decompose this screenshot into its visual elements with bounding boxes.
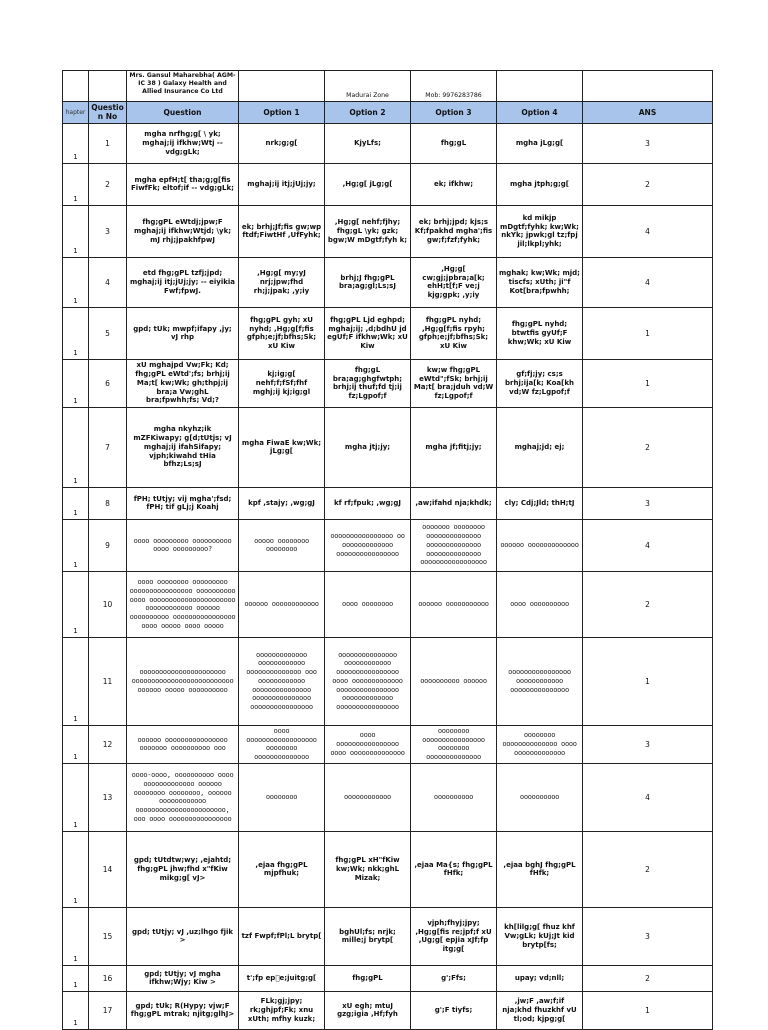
answer: 4: [583, 763, 713, 831]
option-2: KjyLfs;: [325, 123, 411, 163]
blank-cell: [89, 71, 127, 102]
option-4: ,ejaa bghJ fhg;gPL fHfk;: [497, 831, 583, 907]
option-4: oooooooooo: [497, 763, 583, 831]
option-1: kj;ig;g[ nehf;f;fSf;fhf mghj;ij kj;ig;gl: [239, 359, 325, 407]
option-3: g';Ffs;: [411, 965, 497, 991]
option-3: oooooooooo: [411, 763, 497, 831]
option-1: ek; brhj;Jf;fis gw;wp ftdf;FiwtHf ,UfFyhk;: [239, 205, 325, 257]
question-number: 15: [89, 907, 127, 965]
question-number: 1: [89, 123, 127, 163]
option-3: kw;w fhg;gPL eWtd";fSk; brhj;ij Ma;t[ bra;jduh vd;W fz;Lgpof;f: [411, 359, 497, 407]
option-4: oooo oooooooooo: [497, 571, 583, 637]
option-1: nrk;g;g[: [239, 123, 325, 163]
question-text: etd fhg;gPL tzfj;jpd; mghaj;ij itj;jUj;jy; -- eiyikia Fwf;fpwJ.: [127, 257, 239, 307]
question-text: gpd; tUk; R(Hypy; vjw;F fhg;gPL mtrak; njitg;glhJ>: [127, 991, 239, 1029]
question-header: Question: [127, 102, 239, 124]
option-1: mgha FiwaE kw;Wk; jLg;g[: [239, 407, 325, 487]
company-name: Mrs. Gansul Maharebha( AGM-IC 38 ) Galaxy Health and Allied Insurance Co Ltd: [127, 71, 239, 102]
option-2: fhg;gL bra;ag;ghgfwtph; brhj;ij thuf;fd tj;ij fz;Lgpof;f: [325, 359, 411, 407]
option-2: brhj;J fhg;gPL bra;ag;gl;Ls;sJ: [325, 257, 411, 307]
answer-header: ANS: [583, 102, 713, 124]
table-row: [63, 205, 713, 257]
answer: 4: [583, 519, 713, 571]
question-text: oooooooooooooooooooooo oooooooooooooooooooooooooo oooooo ooooo oooooooooo: [127, 637, 239, 725]
question-number: 3: [89, 205, 127, 257]
option-4: fhg;gPL nyhd; btwtfis gyUf;F khw;Wk; xU Kiw: [497, 307, 583, 359]
option-3: ,aw;ifahd nja;khdk;: [411, 487, 497, 519]
table-row: [63, 487, 713, 519]
answer: 2: [583, 831, 713, 907]
question-text: mgha nrfhg;g[ \ yk; mghaj;ij ifkhw;Wtj -- vdg;gLk;: [127, 123, 239, 163]
question-text: xU mghajpd Vw;Fk; Kd; fhg;gPL eWtd';fs; brhj;ij Ma;t[ kw;Wk; gh;thpj;ij bra;a Vw;ghL bra;fpwhh;fs; Vd;?: [127, 359, 239, 407]
option-2: xU egh; mtuJ gzg;igia ,Hf;fyh: [325, 991, 411, 1029]
blank-cell: [497, 71, 583, 102]
answer: 1: [583, 637, 713, 725]
option-3: oooooooooo oooooo: [411, 637, 497, 725]
option-2-header: Option 2: [325, 102, 411, 124]
option-3: g';F tiyfs;: [411, 991, 497, 1029]
table-row: [63, 519, 713, 571]
option-4: mgha jtph;g;g[: [497, 163, 583, 205]
chapter-cell: 1: [63, 907, 89, 965]
option-1: FLk;gj;jpy; rk;ghjpf;Fk; xnu xUth; mfhy kuzk;: [239, 991, 325, 1029]
answer: 4: [583, 205, 713, 257]
option-2: fhg;gPL Ljd eghpd; mghaj;ij; ,d;bdhU jd egUf;F ifkhw;Wk; xU Kiw: [325, 307, 411, 359]
table-row: [63, 725, 713, 763]
table-row: [63, 123, 713, 163]
chapter-header: hapter: [63, 102, 89, 124]
question-text: gpd; tUk; mwpf;ifapy ,jy; vJ rhp: [127, 307, 239, 359]
question-number: 4: [89, 257, 127, 307]
question-number: 14: [89, 831, 127, 907]
option-3: oooooo ooooooooooo: [411, 571, 497, 637]
option-2: bghUl;fs; nrjk; mille;j brytp[: [325, 907, 411, 965]
option-4: ,jw;F ,aw;f;if nja;khd fhuzkhf vU tl;od; kjpg;g[: [497, 991, 583, 1029]
option-1: ,Hg;g[ my;yJ nrj;jpw;fhd rh;j;jpak; ,y;iy: [239, 257, 325, 307]
option-2: oooooooooooooooo oo ooooooooooooo oooooooooooooooo: [325, 519, 411, 571]
blank-cell: [63, 71, 89, 102]
question-number: 16: [89, 965, 127, 991]
option-4: oooooooo oooooooooooooo oooo ooooooooooooo: [497, 725, 583, 763]
question-number-header: Question No: [89, 102, 127, 124]
chapter-cell: 1: [63, 163, 89, 205]
option-4: gf;fj;jy; cs;s brhj;ija[k; Koa[kh vd;W fz;Lgpof;f: [497, 359, 583, 407]
answer: 2: [583, 965, 713, 991]
option-1-header: Option 1: [239, 102, 325, 124]
table-row: [63, 163, 713, 205]
option-2: ooooooooooooooo oooooooooooo oooooooooooooooo oooo ooooooooooooo oooooooooooooooo ooooooooooooo oooooooooooooooo: [325, 637, 411, 725]
answer: 2: [583, 163, 713, 205]
answer: 4: [583, 257, 713, 307]
mobile-number: Mob: 9976283786: [411, 71, 497, 102]
chapter-cell: 1: [63, 831, 89, 907]
blank-cell: [239, 71, 325, 102]
chapter-cell: 1: [63, 965, 89, 991]
question-number: 17: [89, 991, 127, 1029]
table-row: [63, 407, 713, 487]
option-3-header: Option 3: [411, 102, 497, 124]
question-text: mgha epfH;t[ tha;g;g[fis FiwfFk; eltof;if -- vdg;gLk;: [127, 163, 239, 205]
table-row: [63, 307, 713, 359]
answer: 1: [583, 991, 713, 1029]
option-1: oooo oooooooooooooooooo oooooooo oooooooooooooo: [239, 725, 325, 763]
option-4: kd mikjp mDgtf;fyhk; kw;Wk; nkYk; jpwk;gl tz;fpj jil;lkpl;yhk;: [497, 205, 583, 257]
option-1: ooooo oooooooo oooooooo: [239, 519, 325, 571]
question-text: oooo-oooo, oooooooooo oooo ooooooooooooo oooooo oooooooo oooooooo, oooooo oooooooooooo ooooooooooooooooooooooo, ooo oooo oooooooooooooooo: [127, 763, 239, 831]
option-4: oooooooooooooooo oooooooooooo ooooooooooooooo: [497, 637, 583, 725]
chapter-cell: 1: [63, 571, 89, 637]
question-number: 12: [89, 725, 127, 763]
table-row: [63, 571, 713, 637]
answer: 3: [583, 123, 713, 163]
option-3: fhg;gPL nyhd; ,Hg;g[f;fis rpyh; gfph;e;jf;bfhs;Sk; xU Kiw: [411, 307, 497, 359]
chapter-cell: 1: [63, 407, 89, 487]
table-row: [63, 763, 713, 831]
question-number: 2: [89, 163, 127, 205]
question-text: gpd; tUtdtw;wy; ,ejahtd; fhg;gPL jhw;fhd x"fKiw mikg;g[ vJ>: [127, 831, 239, 907]
question-number: 10: [89, 571, 127, 637]
column-header-row: [63, 102, 713, 124]
answer: 1: [583, 307, 713, 359]
chapter-cell: 1: [63, 637, 89, 725]
option-1: ooooooooooooo oooooooooooo oooooooooooooo ooo oooooooooooo ooooooooooooooo ooooooooooooooo oooooooooooooooo: [239, 637, 325, 725]
option-2: mgha jtj;jy;: [325, 407, 411, 487]
option-1: oooooo oooooooooooo: [239, 571, 325, 637]
answer: 3: [583, 907, 713, 965]
option-3: ek; brhj;jpd; kjs;s Kf;fpakhd mgha';fis gw;f;fzf;fyhk;: [411, 205, 497, 257]
option-4: kh[lilg;g[ fhuz khf Vw;gLk; kUj;Jt kid brytp[fs;: [497, 907, 583, 965]
question-number: 7: [89, 407, 127, 487]
chapter-cell: 1: [63, 205, 89, 257]
chapter-cell: 1: [63, 763, 89, 831]
option-1: ,ejaa fhg;gPL mjpfhuk;: [239, 831, 325, 907]
question-number: 8: [89, 487, 127, 519]
option-3: oooooooo oooooooooooooooo oooooooo oooooooooooooo: [411, 725, 497, 763]
option-3: fhg;gL: [411, 123, 497, 163]
option-2: ,Hg;g[ jLg;g[: [325, 163, 411, 205]
chapter-cell: 1: [63, 991, 89, 1029]
table-row: [63, 965, 713, 991]
chapter-cell: 1: [63, 487, 89, 519]
option-3: mgha jf;fitj;jy;: [411, 407, 497, 487]
table-row: [63, 257, 713, 307]
answer: 2: [583, 407, 713, 487]
option-2: kf rf;fpuk; ,wg;gJ: [325, 487, 411, 519]
option-3: vjph;fhyj;jpy; ,Hg;g[fis re;jpf;f xU ,Ug;g[ epjia xJf;fp itg;g[: [411, 907, 497, 965]
chapter-cell: 1: [63, 123, 89, 163]
option-3: ,Hg;g[ cw;gj;jpbra;a[k; ehH;t[f;F ve;j kjg;gpk; ,y;iy: [411, 257, 497, 307]
option-1: tzf Fwpf;fPl;L brytp[: [239, 907, 325, 965]
option-3: ek; ifkhw;: [411, 163, 497, 205]
option-4: oooooo ooooooooooooo: [497, 519, 583, 571]
option-4: upay; vd;nll;: [497, 965, 583, 991]
chapter-cell: 1: [63, 307, 89, 359]
question-text: oooo ooooooooo oooooooooo oooo ooooooooo?: [127, 519, 239, 571]
question-number: 13: [89, 763, 127, 831]
option-1: fhg;gPL gyh; xU nyhd; ,Hg;g[f;fis gfph;e;jf;bfhs;Sk; xU Kiw: [239, 307, 325, 359]
chapter-cell: 1: [63, 257, 89, 307]
table-row: [63, 831, 713, 907]
question-text: fPH; tUtjy; vij mgha';fsd; fPH; tif gLj;j Koahj: [127, 487, 239, 519]
option-3: ,ejaa Ma{s; fhg;gPL fHfk;: [411, 831, 497, 907]
question-text: fhg;gPL eWtdj;jpw;F mghaj;ij ifkhw;Wtjd; \yk; mJ rhj;jpakhfpwJ: [127, 205, 239, 257]
option-4: mgha jLg;g[: [497, 123, 583, 163]
question-text: gpd; tUtjy; vJ ,uz;lhgo fjik >: [127, 907, 239, 965]
option-4-header: Option 4: [497, 102, 583, 124]
option-2: fhg;gPL: [325, 965, 411, 991]
answer: 2: [583, 571, 713, 637]
answer: 3: [583, 487, 713, 519]
option-2: fhg;gPL xH"fKiw kw;Wk; nkk;ghL Mizak;: [325, 831, 411, 907]
question-table: [62, 70, 713, 1030]
question-text: gpd; tUtjy; vJ mgha ifkhw;Wjy; Kiw >: [127, 965, 239, 991]
table-row: [63, 907, 713, 965]
question-number: 6: [89, 359, 127, 407]
zone-label: Madurai Zone: [325, 71, 411, 102]
option-1: oooooooo: [239, 763, 325, 831]
question-text: oooo oooooooo ooooooooo oooooooooooooooo oooooooooo oooo oooooooooooooooooooooo oooooooooooo oooooo oooooooooo oooooooooooooooo oooo ooooo oooo ooooo: [127, 571, 239, 637]
option-2: ,Hg;g[ nehf;fjhy; fhg;gL \yk; gzk; bgw;W mDgtf;fyh k;: [325, 205, 411, 257]
table-row: [63, 359, 713, 407]
chapter-cell: 1: [63, 725, 89, 763]
option-1: mghaj;ij itj;jUj;jy;: [239, 163, 325, 205]
answer: 3: [583, 725, 713, 763]
option-1: kpf ,stajy; ,wg;gJ: [239, 487, 325, 519]
option-2: oooo oooooooooooooooo oooo oooooooooooooo: [325, 725, 411, 763]
question-number: 9: [89, 519, 127, 571]
option-3: ooooooo oooooooo oooooooooooooo oooooooooooooo oooooooooooooo ooooooooooooooooo: [411, 519, 497, 571]
question-text: mgha nkyhz;ik mZFKiwapy; g[d;tUtjs; vJ mghaj;ij ifahSifapy; vjph;kiwahd tHia bfhz;Ls;sJ: [127, 407, 239, 487]
blank-cell: [583, 71, 713, 102]
option-4: mghaj;jd; ej;: [497, 407, 583, 487]
chapter-cell: 1: [63, 359, 89, 407]
table-row: [63, 637, 713, 725]
sheet-header-row: [63, 71, 713, 102]
question-number: 5: [89, 307, 127, 359]
question-text: oooooo oooooooooooooooo ooooooo oooooooooo ooo: [127, 725, 239, 763]
question-number: 11: [89, 637, 127, 725]
option-4: mghak; kw;Wk; mjd; tiscfs; xUth; ji"f Kot[bra;fpwhh;: [497, 257, 583, 307]
answer: 1: [583, 359, 713, 407]
option-2: oooo oooooooo: [325, 571, 411, 637]
option-1: t';fp ep e;juitg;g[: [239, 965, 325, 991]
chapter-cell: 1: [63, 519, 89, 571]
option-4: cly; Cdj;Jld; thH;tJ: [497, 487, 583, 519]
option-2: oooooooooooo: [325, 763, 411, 831]
